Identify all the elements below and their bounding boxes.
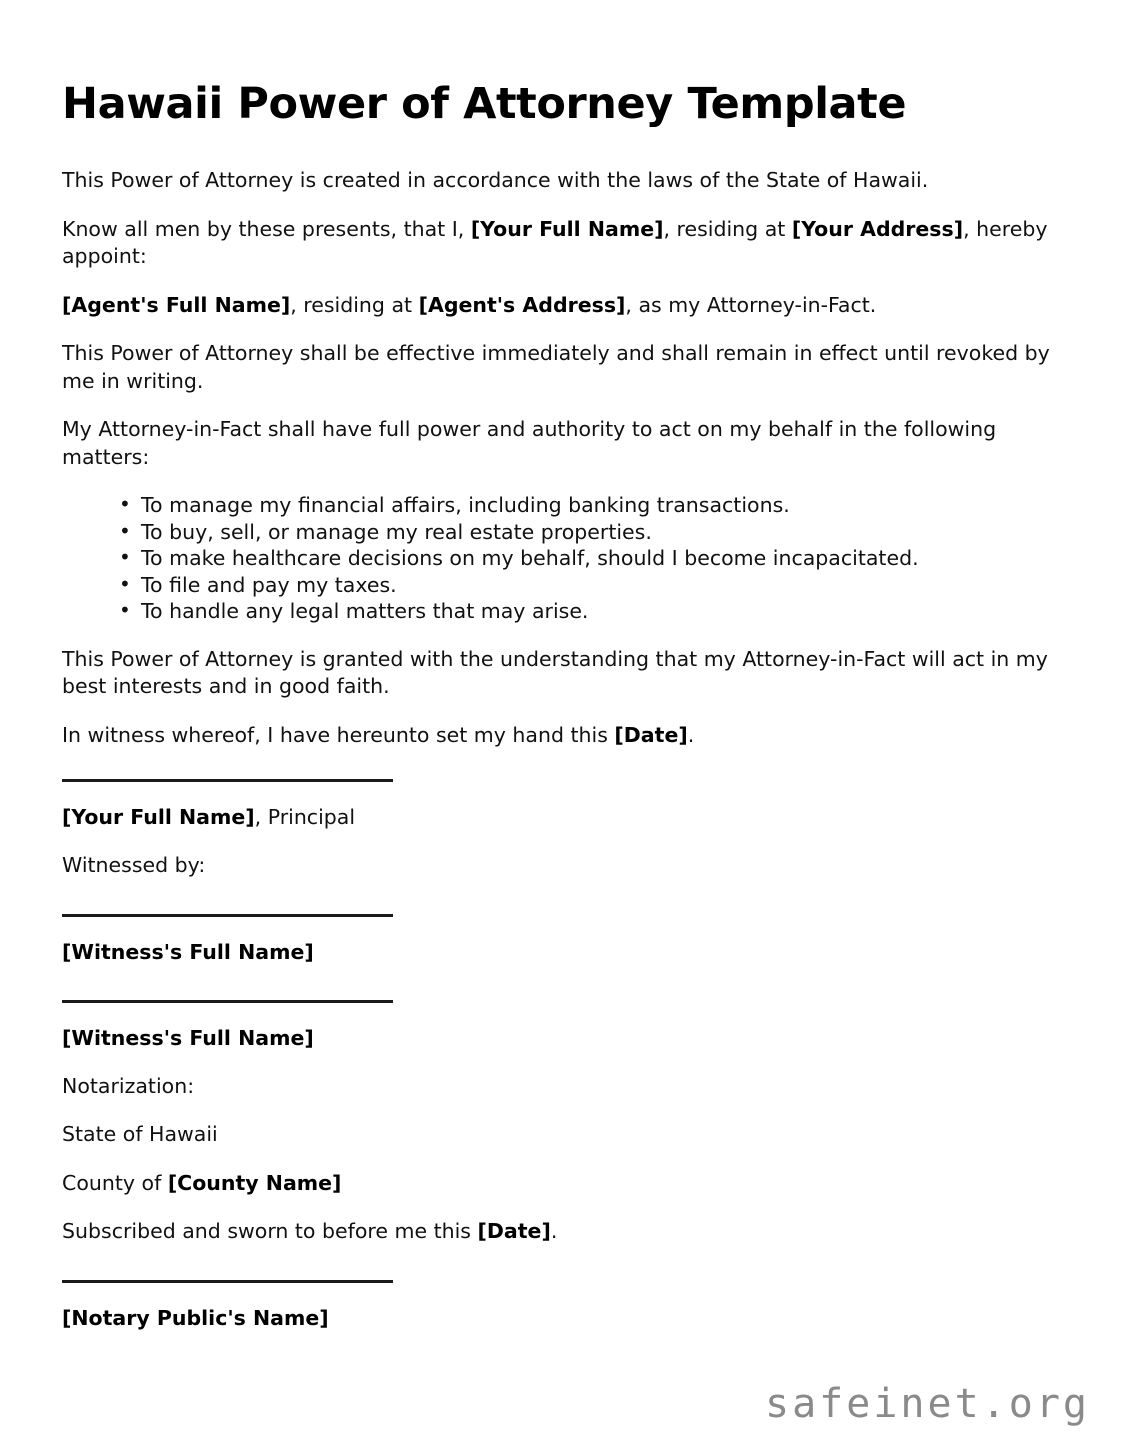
- grantor-clause-text-1: Know all men by these presents, that I,: [62, 216, 471, 241]
- witness-whereof-text-2: .: [687, 722, 695, 747]
- powers-list: [62, 492, 1062, 625]
- list-item: • To make healthcare decisions on my behalf, should I become incapacitated.: [119, 545, 1062, 572]
- list-item: • To manage my financial affairs, including banking transactions.: [119, 492, 1062, 519]
- your-full-name-placeholder: [Your Full Name]: [470, 216, 664, 241]
- notarization-county: [62, 1170, 1062, 1198]
- agent-clause-text-2: , as my Attorney-in-Fact.: [625, 292, 877, 317]
- sworn-date-placeholder: [Date]: [477, 1219, 551, 1244]
- notary-public-name: [Notary Public's Name]: [62, 1305, 329, 1330]
- sworn-text-2: .: [550, 1219, 558, 1244]
- county-name-placeholder: [County Name]: [167, 1170, 342, 1195]
- good-faith-paragraph: This Power of Attorney is granted with the understanding that my Attorney-in-Fact will act in my best interests and in good faith.: [62, 646, 1048, 699]
- witness-1-signature-line: [62, 914, 393, 917]
- principal-name-placeholder: [Your Full Name]: [62, 805, 255, 830]
- witness-whereof-paragraph: [62, 722, 1062, 750]
- date-placeholder: [Date]: [614, 722, 688, 747]
- agent-address-placeholder: [Agent's Address]: [418, 292, 626, 317]
- agent-clause-text-1: , residing at: [290, 292, 419, 317]
- witness-1-name: [Witness's Full Name]: [62, 939, 314, 964]
- witness-whereof-text-1: In witness whereof, I have hereunto set my hand this: [62, 722, 615, 747]
- principal-signature-line: [62, 779, 393, 782]
- list-item: • To buy, sell, or manage my real estate properties.: [119, 519, 1062, 546]
- notarization-state: State of Hawaii: [62, 1122, 218, 1147]
- agent-clause-paragraph: [62, 292, 1062, 320]
- witness-2-name: [Witness's Full Name]: [62, 1025, 314, 1050]
- witness-2-signature-line: [62, 1000, 393, 1003]
- intro-paragraph: This Power of Attorney is created in accordance with the laws of the State of Hawaii.: [62, 168, 929, 193]
- grantor-clause-text-2: , residing at: [663, 216, 792, 241]
- powers-intro-paragraph: My Attorney-in-Fact shall have full power and authority to act on my behalf in the following matters:: [62, 417, 997, 469]
- grantor-clause-paragraph: [62, 216, 1062, 271]
- site-watermark: safeinet.org: [765, 1381, 1090, 1427]
- principal-signature-name: [62, 804, 1062, 831]
- notarization-label: Notarization:: [62, 1073, 195, 1098]
- list-item: • To file and pay my taxes.: [119, 572, 1062, 599]
- page-title: Hawaii Power of Attorney Template: [62, 79, 907, 129]
- notarization-sworn-statement: [62, 1218, 1062, 1246]
- your-address-placeholder: [Your Address]: [791, 216, 964, 241]
- principal-role-label: , Principal: [254, 805, 356, 830]
- witnessed-by-label: Witnessed by:: [62, 853, 206, 878]
- effective-clause-paragraph: This Power of Attorney shall be effective immediately and shall remain in effect until revoked by me in writing.: [62, 341, 1050, 393]
- county-of-label: County of: [62, 1170, 168, 1195]
- list-item: • To handle any legal matters that may arise.: [119, 598, 1062, 625]
- agent-full-name-placeholder: [Agent's Full Name]: [62, 292, 291, 317]
- grantor-clause-text-3: , hereby appoint:: [62, 216, 1048, 269]
- notary-signature-line: [62, 1280, 393, 1283]
- sworn-text-1: Subscribed and sworn to before me this: [62, 1219, 478, 1244]
